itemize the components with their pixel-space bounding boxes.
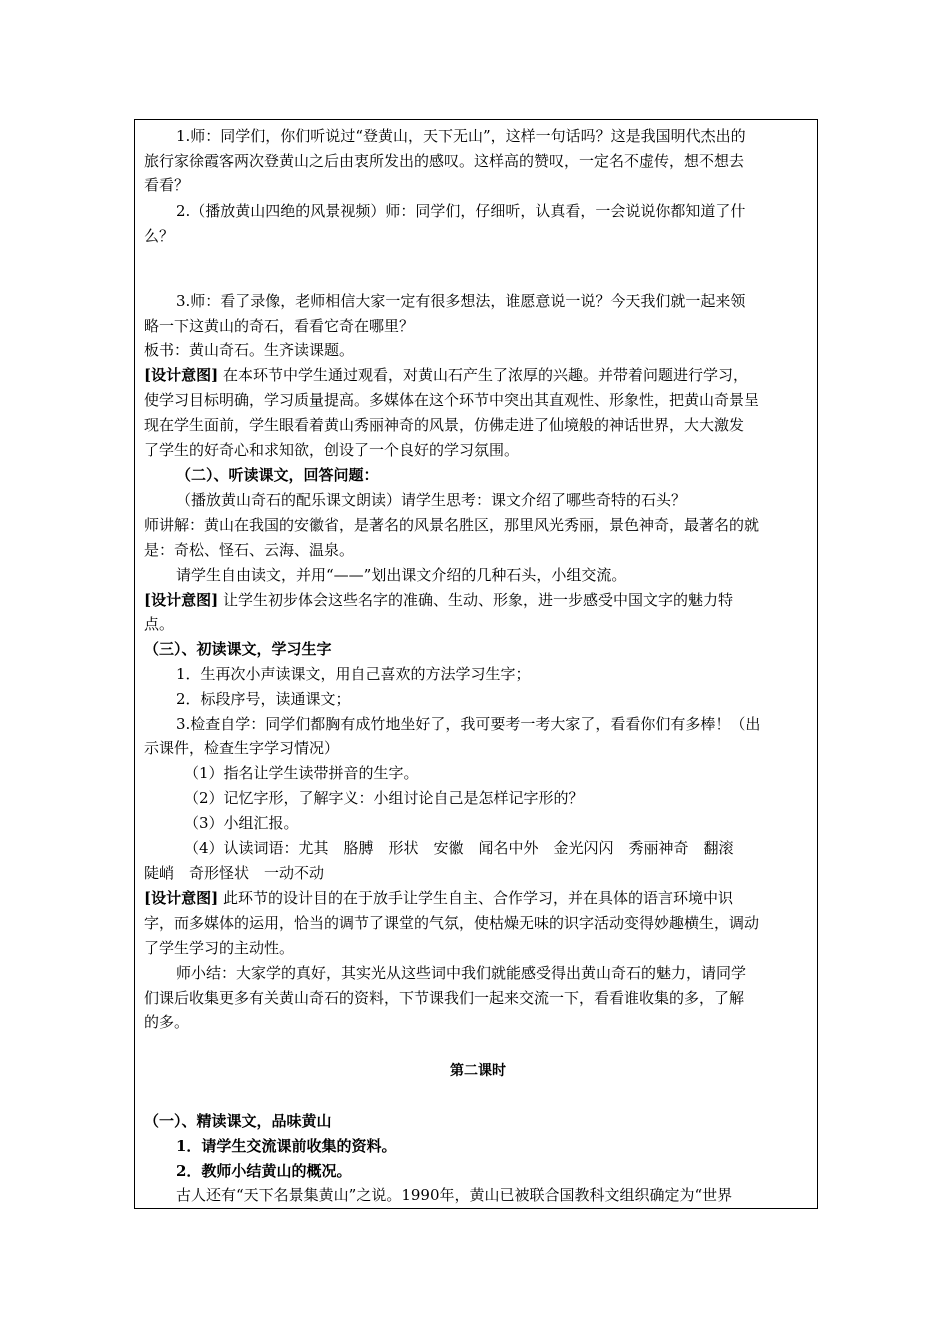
- lesson-period-title: 第二课时: [450, 1063, 506, 1079]
- text-line: 看看？: [144, 176, 190, 194]
- text-line: 使学习目标明确，学习质量提高。多媒体在这个环节中突出其直观性、形象性，把黄山奇景呈: [144, 391, 760, 409]
- design-intent-tag: [设计意图]: [144, 366, 219, 384]
- text-line: 么？: [144, 227, 175, 245]
- text-line: 师讲解：黄山在我国的安徽省，是著名的风景名胜区，那里风光秀丽，景色神奇，最著名的就: [144, 516, 760, 534]
- text-line: 陡峭 奇形怪状 一动不动: [144, 864, 325, 882]
- design-intent-line: [144, 590, 733, 610]
- section-heading: （二）、听读课文，回答问题：: [176, 466, 379, 484]
- design-intent-line: [144, 365, 748, 385]
- text-line: 们课后收集更多有关黄山奇石的资料，下节课我们一起来交流一下，看看谁收集的多，了解: [144, 989, 745, 1007]
- text-line: 是：奇松、怪石、云海、温泉。: [144, 541, 355, 559]
- text-line: （2）记忆字形，了解字义：小组讨论自己是怎样记字形的？: [184, 789, 584, 807]
- text-line: 师小结：大家学的真好，其实光从这些词中我们就能感受得出黄山奇石的魅力，请同学: [176, 964, 747, 982]
- text-line: 了学生的好奇心和求知欲，创设了一个良好的学习氛围。: [144, 441, 520, 459]
- text-line: 略一下这黄山的奇石，看看它奇在哪里？: [144, 317, 415, 335]
- text-line: 了学生学习的主动性。: [144, 939, 295, 957]
- text-span: 让学生初步体会这些名字的准确、生动、形象，进一步感受中国文字的魅力特: [222, 591, 733, 609]
- section-heading: （一）、精读课文，品味黄山: [144, 1112, 332, 1130]
- text-line: 3.师：看了录像，老师相信大家一定有很多想法，谁愿意说一说？今天我们就一起来领: [176, 292, 746, 310]
- text-line: 板书：黄山奇石。生齐读课题。: [144, 341, 355, 359]
- text-line: 示课件，检查生字学习情况）: [144, 739, 340, 757]
- text-line: 请学生自由读文，并用“——”划出课文介绍的几种石头，小组交流。: [176, 566, 627, 584]
- text-line: 3.检查自学：同学们都胸有成竹地坐好了，我可要考一考大家了，看看你们有多棒！（出: [176, 715, 761, 733]
- text-line: 点。: [144, 615, 175, 633]
- text-line: 2．教师小结黄山的概况。: [176, 1162, 352, 1180]
- text-line: 字，而多媒体的运用，恰当的调节了课堂的气氛，使枯燥无味的识字活动变得妙趣横生，调动: [144, 914, 760, 932]
- section-heading: （三）、初读课文，学习生字: [144, 640, 332, 658]
- design-intent-line: [144, 888, 733, 908]
- text-line: 1．生再次小声读课文，用自己喜欢的方法学习生字；: [176, 665, 531, 683]
- text-line: （4）认读词语：尤其 胳膊 形状 安徽 闻名中外 金光闪闪 秀丽神奇 翻滚: [184, 839, 734, 857]
- text-line: 现在学生面前，学生眼看着黄山秀丽神奇的风景，仿佛走进了仙境般的神话世界，大大激发: [144, 416, 745, 434]
- text-line: （1）指名让学生读带拼音的生字。: [184, 764, 419, 782]
- design-intent-tag: [设计意图]: [144, 591, 219, 609]
- text-line: 旅行家徐霞客两次登黄山之后由衷所发出的感叹。这样高的赞叹，一定名不虚传，想不想去: [144, 152, 745, 170]
- text-line: 古人还有“天下名景集黄山”之说。1990年，黄山已被联合国教科文组织确定为“世界: [176, 1186, 733, 1204]
- text-span: 在本环节中学生通过观看，对黄山石产生了浓厚的兴趣。并带着问题进行学习，: [222, 366, 748, 384]
- text-line: 的多。: [144, 1013, 190, 1031]
- text-line: 2.（播放黄山四绝的风景视频）师：同学们，仔细听，认真看，一会说说你都知道了什: [176, 202, 746, 220]
- text-line: 1．请学生交流课前收集的资料。: [176, 1137, 397, 1155]
- text-span: 此环节的设计目的在于放手让学生自主、合作学习，并在具体的语言环境中识: [222, 889, 733, 907]
- text-line: （播放黄山奇石的配乐课文朗读）请学生思考：课文介绍了哪些奇特的石头？: [176, 491, 687, 509]
- text-line: 2．标段序号，读通课文；: [176, 690, 351, 708]
- text-line: 1.师：同学们，你们听说过“登黄山，天下无山”，这样一句话吗？这是我国明代杰出的: [176, 127, 746, 145]
- text-line: （3）小组汇报。: [184, 814, 299, 832]
- design-intent-tag: [设计意图]: [144, 889, 219, 907]
